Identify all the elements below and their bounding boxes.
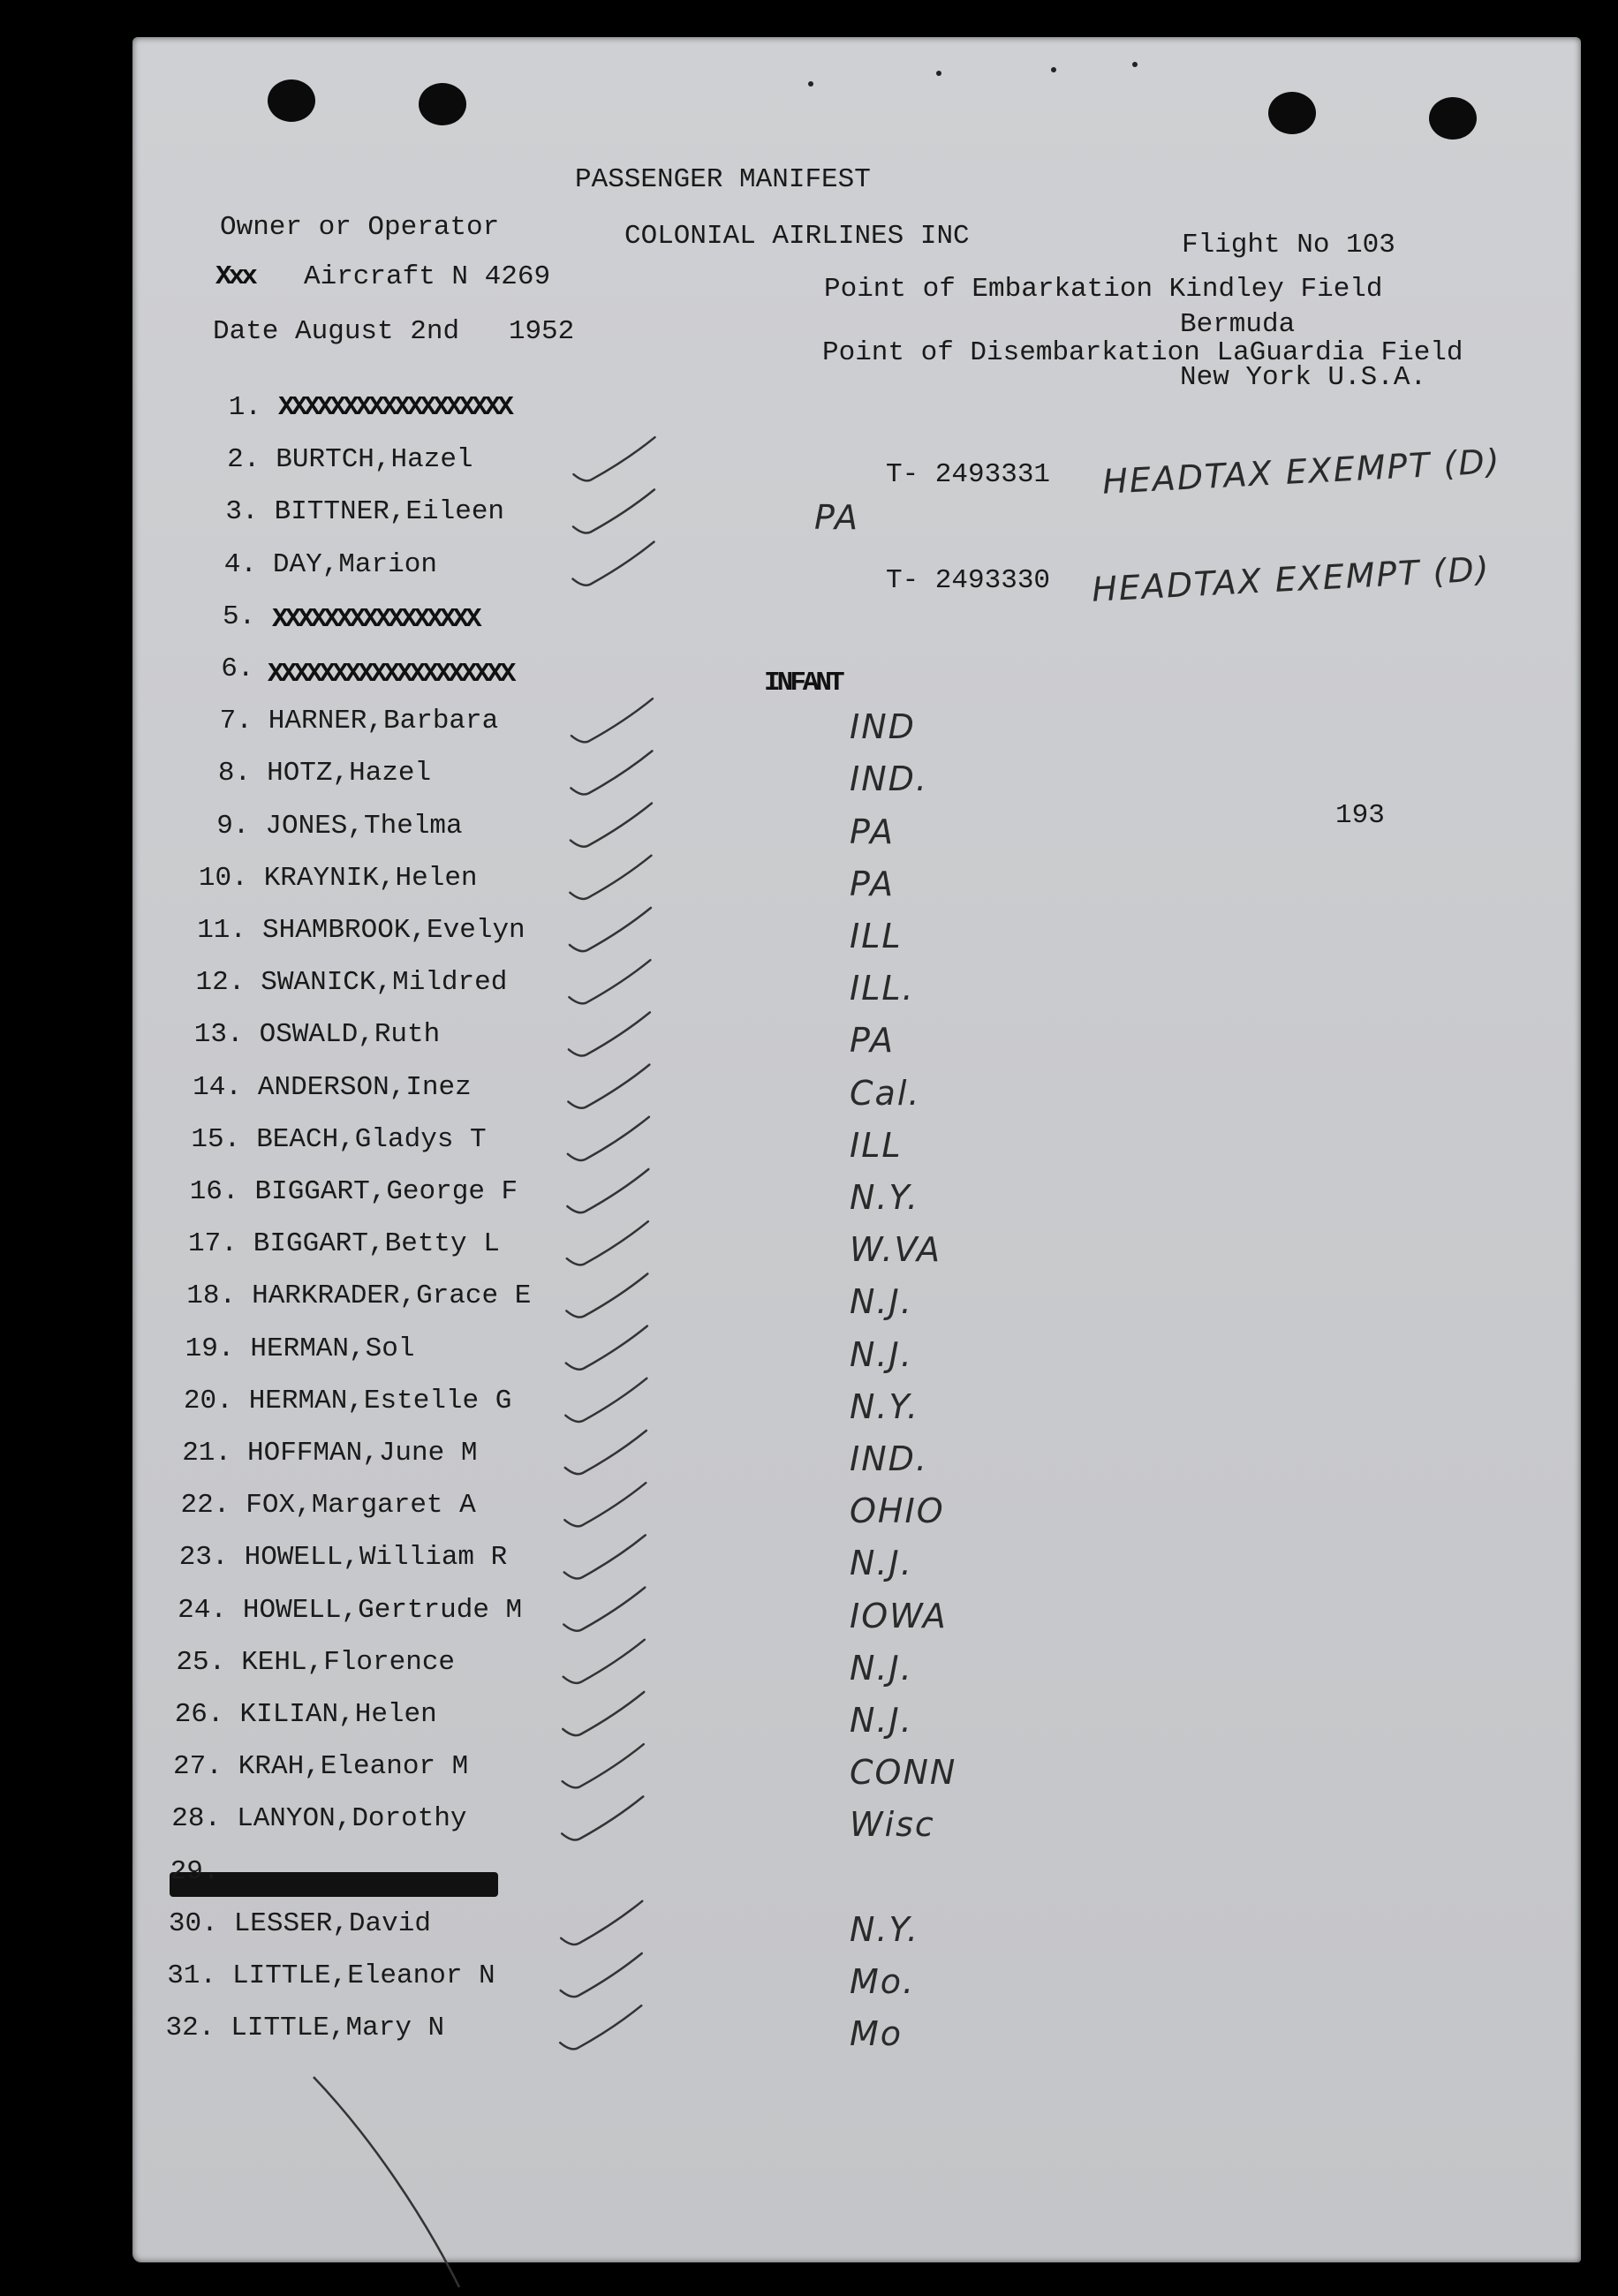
passenger-number: 29. (170, 1855, 220, 1887)
passenger-number: 14. (193, 1071, 242, 1103)
speck (1132, 62, 1138, 67)
passenger-name: HERMAN,Sol (250, 1333, 415, 1364)
passenger-number: 19. (185, 1333, 235, 1364)
passenger-number: 18. (186, 1280, 237, 1312)
passenger-state: N.J. (850, 1282, 913, 1322)
passenger-state: IND (850, 707, 916, 747)
passenger-name: HOWELL,Gertrude M (242, 1594, 523, 1626)
passenger-number: 2. (227, 444, 261, 476)
passenger-name: HERMAN,Estelle G (248, 1385, 512, 1416)
passenger-state: IND. (850, 759, 928, 799)
passenger-name: KRAYNIK,Helen (263, 862, 478, 894)
passenger-state: ILL (850, 917, 903, 955)
passenger-number: 8. (217, 758, 252, 789)
passenger-name: HOTZ,Hazel (267, 758, 432, 789)
passenger-number: 13. (193, 1019, 244, 1051)
punch-hole (1268, 92, 1316, 134)
passenger-name: BEACH,Gladys T (256, 1123, 487, 1155)
passenger-number: 11. (197, 915, 246, 946)
passenger-state: N.J. (850, 1701, 913, 1740)
passenger-name: ANDERSON,Inez (257, 1071, 472, 1103)
speck (1051, 67, 1056, 72)
passenger-name: BITTNER,Eileen (274, 496, 505, 528)
passenger-name: HOFFMAN,June M (247, 1438, 478, 1469)
passenger-state: IOWA (850, 1596, 948, 1635)
passenger-number: 32. (165, 2013, 215, 2044)
passenger-number: 10. (198, 862, 248, 894)
passenger-number: 27. (173, 1751, 223, 1783)
passenger-state: ILL. (850, 969, 915, 1008)
passenger-state: N.J. (850, 1334, 913, 1374)
passenger-number: 4. (223, 548, 257, 580)
passenger-state: PA (850, 1021, 896, 1061)
punch-hole (419, 83, 466, 125)
struck-line-5: XXXXXXXXXXXXXXXX (272, 604, 479, 635)
passenger-number: 1. (228, 392, 262, 423)
passenger-state: N.Y. (850, 1386, 919, 1426)
passenger-number: 3. (225, 496, 259, 528)
passenger-state: N.J. (850, 1648, 913, 1688)
disembarkation-point: Point of Disembarkation LaGuardia Field (822, 337, 1463, 368)
passenger-number: 17. (188, 1228, 238, 1260)
passenger-number: 26. (174, 1699, 224, 1730)
passenger-number: 6. (221, 653, 254, 684)
passenger-state: IND. (850, 1439, 928, 1478)
embarkation-point: Point of Embarkation Kindley Field (824, 274, 1383, 305)
passenger-name: LESSER,David (233, 1907, 431, 1939)
passenger-number: 12. (195, 967, 246, 999)
passenger-number: 20. (183, 1385, 233, 1416)
manifest-title: PASSENGER MANIFEST (575, 164, 871, 195)
punch-hole (268, 79, 315, 122)
passenger-number: 9. (216, 810, 250, 842)
passenger-name: DAY,Marion (272, 548, 437, 580)
manifest-date: Date August 2nd 1952 (213, 316, 575, 347)
passenger-state: N.Y. (850, 1178, 919, 1217)
passenger-number: 24. (178, 1594, 227, 1626)
passenger-number: 21. (182, 1438, 231, 1469)
passenger-state: OHIO (850, 1492, 945, 1531)
passenger-name: KRAH,Eleanor M (238, 1751, 469, 1783)
passenger-state: N.J. (850, 1544, 913, 1583)
passenger-state: ILL (850, 1125, 903, 1165)
passenger-number: 25. (176, 1646, 226, 1678)
passenger-state: PA (850, 812, 896, 851)
passenger-state: N.Y. (850, 1909, 919, 1949)
passenger-name: LITTLE,Eleanor N (232, 1960, 495, 1991)
passenger-name: KILIAN,Helen (239, 1699, 437, 1730)
aircraft: Aircraft N 4269 (304, 261, 551, 292)
passenger-name: BURTCH,Hazel (276, 444, 473, 476)
passenger-number: 23. (178, 1542, 229, 1574)
flight-number: Flight No 103 (1182, 230, 1395, 261)
ticket-number: T- 2493330 (886, 565, 1051, 596)
ticket-number: T- 2493331 (886, 459, 1051, 490)
struck-line-6: XXXXXXXXXXXXXXXXXXX (268, 659, 513, 690)
passenger-name: SWANICK,Mildred (261, 967, 508, 999)
passenger-name: BIGGART,Betty L (253, 1228, 500, 1260)
passenger-state: Mo. (850, 1962, 916, 2001)
passenger-number: 5. (223, 600, 256, 632)
struck-line-1: XXXXXXXXXXXXXXXXXX (278, 392, 510, 423)
passenger-number: 7. (219, 706, 253, 737)
ticket-note: HEADTAX EXEMPT (D) (1091, 549, 1492, 609)
punch-hole (1429, 97, 1477, 140)
passenger-name: BIGGART,George F (254, 1176, 518, 1207)
airline-name: COLONIAL AIRLINES INC (624, 221, 970, 252)
passenger-state: W.VA (850, 1230, 941, 1270)
passenger-name: JONES,Thelma (265, 810, 463, 842)
passenger-state: Cal. (850, 1073, 921, 1113)
passenger-name: SHAMBROOK,Evelyn (262, 915, 525, 946)
embarkation-place: Bermuda (1180, 309, 1296, 340)
passenger-number: 22. (180, 1490, 231, 1522)
passenger-name: HOWELL,William R (244, 1542, 508, 1574)
passenger-state: Mo (850, 2014, 904, 2054)
passenger-state: CONN (850, 1753, 957, 1793)
owner-label: Owner or Operator (220, 212, 500, 243)
struck-infant: INFANT (764, 668, 842, 699)
page-number: 193 (1335, 800, 1385, 831)
passenger-number: 28. (171, 1803, 222, 1835)
ticket-note: HEADTAX EXEMPT (D) (1101, 442, 1502, 502)
passenger-state: PA (850, 864, 896, 903)
passenger-name: OSWALD,Ruth (259, 1019, 441, 1051)
passenger-number: 16. (189, 1176, 239, 1207)
speck (936, 71, 941, 76)
passenger-state: Wisc (850, 1805, 935, 1845)
passenger-name: HARNER,Barbara (268, 706, 499, 737)
passenger-state: PA (814, 498, 860, 538)
struck-prefix: Xxx (215, 261, 254, 292)
passenger-number: 30. (168, 1907, 218, 1939)
passenger-number: 31. (167, 1960, 216, 1991)
passenger-name: HARKRADER,Grace E (252, 1280, 532, 1312)
passenger-name: FOX,Margaret A (246, 1490, 476, 1522)
passenger-name: LANYON,Dorothy (237, 1803, 467, 1835)
passenger-name: KEHL,Florence (241, 1646, 456, 1678)
passenger-name: LITTLE,Mary N (231, 2013, 445, 2044)
speck (808, 81, 813, 87)
passenger-number: 15. (191, 1123, 241, 1155)
disembarkation-place: New York U.S.A. (1180, 362, 1427, 393)
